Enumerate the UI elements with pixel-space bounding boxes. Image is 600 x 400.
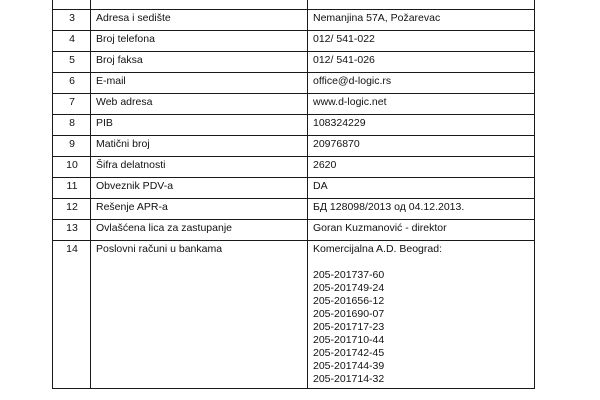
row-number: 12 (53, 199, 91, 220)
bank-name: Komercijalna A.D. Beograd: (313, 243, 442, 255)
row-label: Broj telefona (91, 31, 308, 52)
row-number: 10 (53, 157, 91, 178)
row-label: Adresa i sedište (91, 10, 308, 31)
row-value: office@d-logic.rs (308, 73, 535, 94)
account-number: 205-201737-60 (313, 269, 385, 281)
row-number: 7 (53, 94, 91, 115)
row-number: 9 (53, 136, 91, 157)
row-number: 13 (53, 220, 91, 241)
table-row (53, 136, 535, 157)
row-value: Goran Kuzmanović - direktor (308, 220, 535, 241)
row-value: 2620 (308, 157, 535, 178)
account-number: 205-201656-12 (313, 295, 385, 307)
row-label: Obveznik PDV-a (91, 178, 308, 199)
bank-accounts-row (53, 241, 535, 389)
row-value: 012/ 541-026 (308, 52, 535, 73)
company-info-table (52, 0, 535, 389)
account-number: 205-201749-24 (313, 282, 385, 294)
row-value: DA (308, 178, 535, 199)
row-label: PIB (91, 115, 308, 136)
row-number: 11 (53, 178, 91, 199)
row-label: Matični broj (91, 136, 308, 157)
table-row (53, 199, 535, 220)
table-row (53, 10, 535, 31)
row-label: E-mail (91, 73, 308, 94)
row-label: Šifra delatnosti (91, 157, 308, 178)
row-value (308, 0, 535, 10)
row-value: www.d-logic.net (308, 94, 535, 115)
row-number: 6 (53, 73, 91, 94)
table-row (53, 178, 535, 199)
row-label (91, 0, 308, 10)
account-number: 205-201717-23 (313, 321, 385, 333)
table-row (53, 73, 535, 94)
table-row (53, 94, 535, 115)
row-value: Nemanjina 57A, Požarevac (308, 10, 535, 31)
row-value: 20976870 (308, 136, 535, 157)
row-label: Web adresa (91, 94, 308, 115)
row-number (53, 0, 91, 10)
account-number: 205-201690-07 (313, 308, 385, 320)
row-number: 3 (53, 10, 91, 31)
table-row (53, 115, 535, 136)
table-row (53, 220, 535, 241)
row-number: 14 (53, 241, 91, 389)
table-row (53, 157, 535, 178)
account-number: 205-201744-39 (313, 360, 385, 372)
row-label: Ovlašćena lica za zastupanje (91, 220, 308, 241)
row-number: 4 (53, 31, 91, 52)
row-label: Rešenje APR-a (91, 199, 308, 220)
row-value: 108324229 (308, 115, 535, 136)
spacer (313, 256, 530, 269)
table-row (53, 31, 535, 52)
table-row (53, 0, 535, 10)
row-label: Poslovni računi u bankama (91, 241, 308, 389)
account-number: 205-201710-44 (313, 334, 385, 346)
row-number: 5 (53, 52, 91, 73)
bank-accounts-cell (308, 241, 535, 389)
row-number: 8 (53, 115, 91, 136)
account-number: 205-201742-45 (313, 347, 385, 359)
table-row (53, 52, 535, 73)
row-label: Broj faksa (91, 52, 308, 73)
account-number: 205-201714-32 (313, 373, 385, 385)
row-value: БД 128098/2013 од 04.12.2013. (308, 199, 535, 220)
row-value: 012/ 541-022 (308, 31, 535, 52)
